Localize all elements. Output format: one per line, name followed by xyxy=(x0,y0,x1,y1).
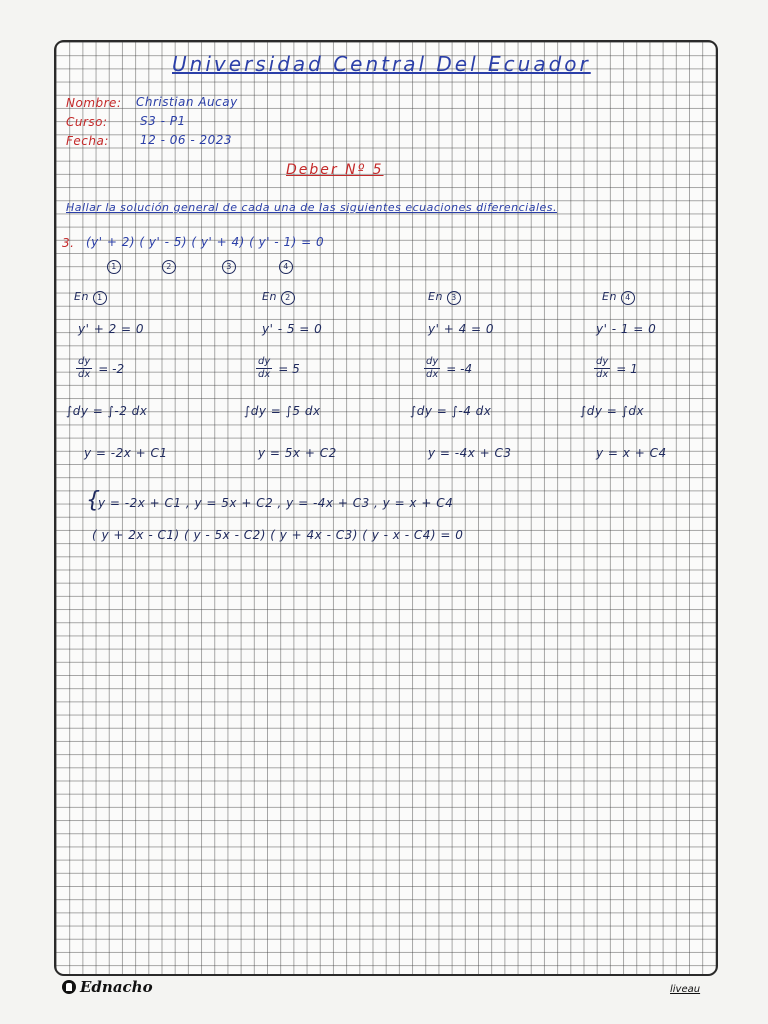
case-2-solution: y = 5x + C2 xyxy=(258,446,337,460)
case-1-equation: y' + 2 = 0 xyxy=(78,322,145,336)
case-2-equation: y' - 5 = 0 xyxy=(262,322,323,336)
assignment-heading: Deber Nº 5 xyxy=(286,162,384,178)
course-value: S3 - P1 xyxy=(140,114,186,128)
case-1-integral: ∫dy = ∫-2 dx xyxy=(66,404,148,418)
brand-name: Ednacho xyxy=(80,978,153,996)
course-label: Curso: xyxy=(66,115,108,129)
corner-mark: liveau xyxy=(670,984,701,995)
case-4-derivative: $\frac{dy}{dx}$ = 1 xyxy=(596,356,638,380)
problem-equation: (y' + 2) ( y' - 5) ( y' + 4) ( y' - 1) = 0 xyxy=(86,235,325,249)
case-1-solution: y = -2x + C1 xyxy=(84,446,168,460)
university-title: Universidad Central Del Ecuador xyxy=(172,52,591,76)
name-label: Nombre: xyxy=(66,96,122,110)
name-value: Christian Aucay xyxy=(136,95,238,109)
case-3-solution: y = -4x + C3 xyxy=(428,446,512,460)
factor-marker-1: 1 xyxy=(107,254,121,274)
case-4-label: En 4 xyxy=(602,290,635,305)
problem-number: 3. xyxy=(62,236,75,250)
date-label: Fecha: xyxy=(66,134,109,148)
case-4-integral: ∫dy = ∫dx xyxy=(580,404,645,418)
factor-marker-2: 2 xyxy=(162,254,176,274)
instruction-text: Hallar la solución general de cada una de las siguientes ecuaciones diferenciales. xyxy=(66,201,557,214)
brand-icon xyxy=(62,980,76,994)
general-solution: ( y + 2x - C1) ( y - 5x - C2) ( y + 4x - C3) ( y - x - C4) = 0 xyxy=(92,528,464,542)
case-2-integral: ∫dy = ∫5 dx xyxy=(244,404,321,418)
case-3-label: En 3 xyxy=(428,290,461,305)
case-3-derivative: $\frac{dy}{dx}$ = -4 xyxy=(426,356,473,380)
factor-marker-4: 4 xyxy=(279,254,293,274)
brand-logo xyxy=(62,978,153,996)
case-4-solution: y = x + C4 xyxy=(596,446,667,460)
case-3-integral: ∫dy = ∫-4 dx xyxy=(410,404,492,418)
case-2-derivative: $\frac{dy}{dx}$ = 5 xyxy=(258,356,300,380)
case-1-label: En 1 xyxy=(74,290,107,305)
case-1-derivative: $\frac{dy}{dx}$ = -2 xyxy=(78,356,125,380)
left-brace-glyph: { xyxy=(86,488,100,513)
case-2-label: En 2 xyxy=(262,290,295,305)
date-value: 12 - 06 - 2023 xyxy=(140,133,232,147)
solutions-line: y = -2x + C1 , y = 5x + C2 , y = -4x + C3 , y = x + C4 xyxy=(98,496,454,510)
case-4-equation: y' - 1 = 0 xyxy=(596,322,657,336)
factor-marker-3: 3 xyxy=(222,254,236,274)
case-3-equation: y' + 4 = 0 xyxy=(428,322,495,336)
